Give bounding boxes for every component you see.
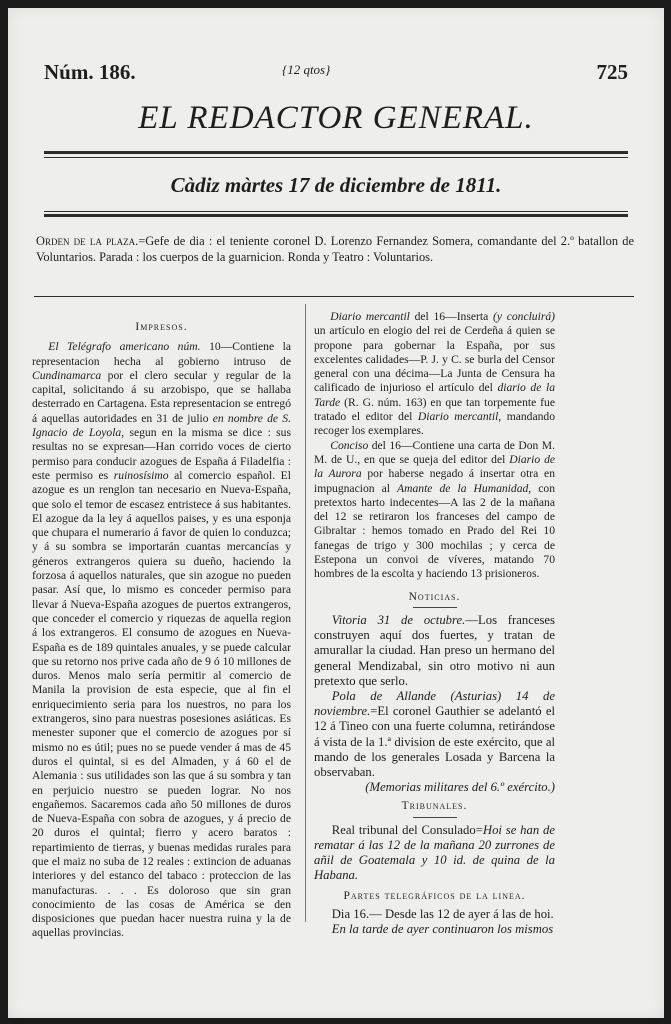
telegrafo-paragraph — [32, 340, 291, 940]
rule-thick-top — [44, 151, 628, 154]
text-italic: Diario mercantil — [417, 410, 499, 424]
rule-thin-top — [44, 157, 628, 158]
newspaper-page — [8, 8, 664, 1018]
text-italic: diario de la Tarde — [314, 381, 555, 409]
column-divider — [305, 304, 306, 922]
text-italic: Amante de la Humanidad — [397, 481, 529, 495]
text-italic: En la tarde de ayer continuaron los mismos — [331, 921, 554, 936]
orden-text: =Gefe de dia : el teniente coronel D. Lorenzo Fernandez Somera, comandante del 2.º batallon de Voluntarios. Parada : los cuerpos de la guarnicion. Ronda y Teatro : Voluntarios. — [36, 234, 634, 264]
tribunales-heading: Tribunales. — [401, 800, 468, 813]
newspaper-title: EL REDACTOR GENERAL. — [138, 100, 534, 136]
text-run: al comercio español. El azogue es un renglon tan necesario en Nueva-España, que solo el temor de escasez entristece á sus habitantes. El azogue da la ley á aquellos paises, y es una esponja que chupara el numerario á favor de quien lo conduzca; y á su sombra se importarán cuantas mercancías y géneros extrangeros quiera su dueño, haciendo la forzosa á aquellos naturales, que sin azogue no pueden pasar. Así que, lo mismo es conceder permiso para llevar á Nueva-España azogues de puertos extrangeros, que conceder el comercio y riquezas de aquella region á los extrangeros. El consumo de azogues en Nueva-España es de 189 quintales anuales, y se puede calcular que su retorno nos prive cada año de 9 ó 10 millones de duros. Menos malo sería permitir al comercio de Manila la provision de esta especie, que al fin el enriquecimiento seria para los nuestros, no para los extrangeros, sino para nuestras posesiones asiáticas. Es menester suponer que el comercio de azogues por sí mismo no es útil; pues no se puede vender á mas de 45 duros el quintal, si es del Almaden, y á 60 el de Alemania : sus utilidades son las que á su sombra y tan en perjuicio nuestro se pueden lograr. No nos engañemos. Sacaremos cada año 50 millones de duros de Nueva-España con sobra de azogues, y á precio de 20 duros el quintal; fierro y acero baratos : repartimiento de tierras, y buenas medidas rurales para que el maiz no suba de 12 reales : extincion de aduanas interiores y del estanco del tabaco : proteccion de las manufacturas. . . . Es doloroso que sin gran conocimiento de las cosas de América se den disposiciones que puedan hacer nuestra ruina y la de aquellas provincias. — [32, 468, 291, 940]
pola-allande-paragraph — [314, 689, 555, 780]
text-run: del 16—Inserta — [409, 310, 493, 323]
text-italic: Hoi se han de rematar á las 12 de la mañana 20 zurrones de añil de Goatemala y 10 id. de quina de la Habana. — [314, 822, 555, 883]
left-column — [32, 320, 291, 941]
text-italic: ruinosísimo — [113, 468, 169, 482]
text-italic: Conciso — [330, 438, 369, 452]
masthead-header — [44, 60, 628, 90]
text-run: por haberse negado á insertar otra en impugnacion al — [314, 467, 555, 495]
text-run: , mandando recoger los exemplares. — [314, 410, 556, 438]
text-italic: Cundinamarca — [32, 368, 102, 382]
text-run: , con pretextos harto indecentes—A las 2 de la mañana del 12 se retiraron los franceses del campo de Gibraltar : hemos tomado en Prado del Rei 10 fanegas de trigo y 300 mochilas ; y cerca de Estepona un convoi de víveres, matando 70 hombres de la escolta y haciendo 13 prisioneros. — [314, 481, 555, 581]
memorias-source: (Memorias militares del 6.º exército.) — [365, 780, 555, 795]
right-column — [314, 310, 555, 937]
partes-line: Dia 16.— Desde las 12 de ayer á las de hoi. — [331, 906, 554, 921]
diario-mercantil-paragraph — [314, 310, 555, 439]
orden-label: Orden de la plaza. — [36, 234, 139, 248]
partes-heading: Partes telegráficos de la linea. — [343, 890, 526, 903]
text-italic: El Telégrafo americano núm. — [48, 340, 201, 354]
rule-thick-bottom — [44, 214, 628, 217]
text-italic: Pola de Allande (Asturias) 14 de noviembre. — [314, 688, 555, 719]
noticias-section — [314, 613, 555, 795]
text-italic: Vitoria 31 de octubre. — [331, 612, 466, 627]
noticias-heading: Noticias. — [408, 590, 461, 603]
text-run: =El coronel Gauthier se adelantó el 12 á Tineo con una fuerte columna, retirándose á vista de la 1.ª division de este exército, que al mando de los generales Losada y Barcena la observaban. — [314, 704, 555, 779]
text-italic: Diario mercantil — [330, 310, 410, 323]
orden-de-la-plaza — [36, 234, 634, 265]
tribunales-section — [314, 823, 555, 884]
conciso-paragraph — [314, 439, 555, 582]
rule-thin-bottom — [44, 211, 628, 212]
text-run: Real tribunal del Consulado= — [331, 822, 483, 837]
text-run: , segun en la misma se dice : sus resultas no se expresan—Han corrido voces de cierto permiso para conducir azogues de España á Filadelfia : este permiso es — [32, 426, 291, 482]
text-run: 10—Contiene la representacion hecha al gobierno intruso de — [32, 340, 292, 368]
partes-italic-line — [314, 922, 555, 937]
heading-ornament — [413, 817, 457, 818]
text-italic: Diario de la Aurora — [314, 452, 556, 481]
page-number: 725 — [596, 60, 628, 84]
heading-ornament — [413, 607, 457, 608]
text-run: un artículo en elogio del rei de Cerdeña á quien se propone para gobernar la España, por sus excelentes calidades—P. J. y C. se burla del Censor general con una décima—La Junta de Censura ha calificado de injurioso el artículo del — [314, 324, 555, 395]
text-italic: en nombre de S. Ignacio de Loyola — [32, 411, 291, 440]
section-rule — [34, 296, 634, 297]
text-italic: (y concluirá) — [492, 310, 555, 323]
issue-price: {12 qtos} — [282, 62, 331, 77]
text-run: del 16—Contiene una carta de Don M. M. de U., en que se queja del editor del — [314, 438, 555, 466]
text-run: por el clero secular y regular de la capital, solicitando á su arzobispo, que se hallaba desterrado en Cartagena. Esta representacion se entregó á aquellas autoridades en 31 de julio — [32, 368, 291, 425]
text-run: —Los franceses construyen aquí dos fuertes, y tratan de amurallar la ciudad. Han preso un hermano del general Mendizabal, sin otro motivo ni aun pretexto que serlo. — [314, 612, 555, 688]
vitoria-paragraph — [314, 613, 555, 689]
issue-number: Núm. 186. — [44, 60, 136, 84]
impresos-heading: Impresos. — [135, 321, 188, 333]
partes-section — [314, 907, 555, 937]
date-line: Càdiz màrtes 17 de diciembre de 1811. — [170, 173, 502, 197]
text-run: (R. G. núm. 163) en que tan torpemente fue tratado el editor del — [314, 395, 555, 424]
consulado-paragraph — [314, 823, 555, 884]
